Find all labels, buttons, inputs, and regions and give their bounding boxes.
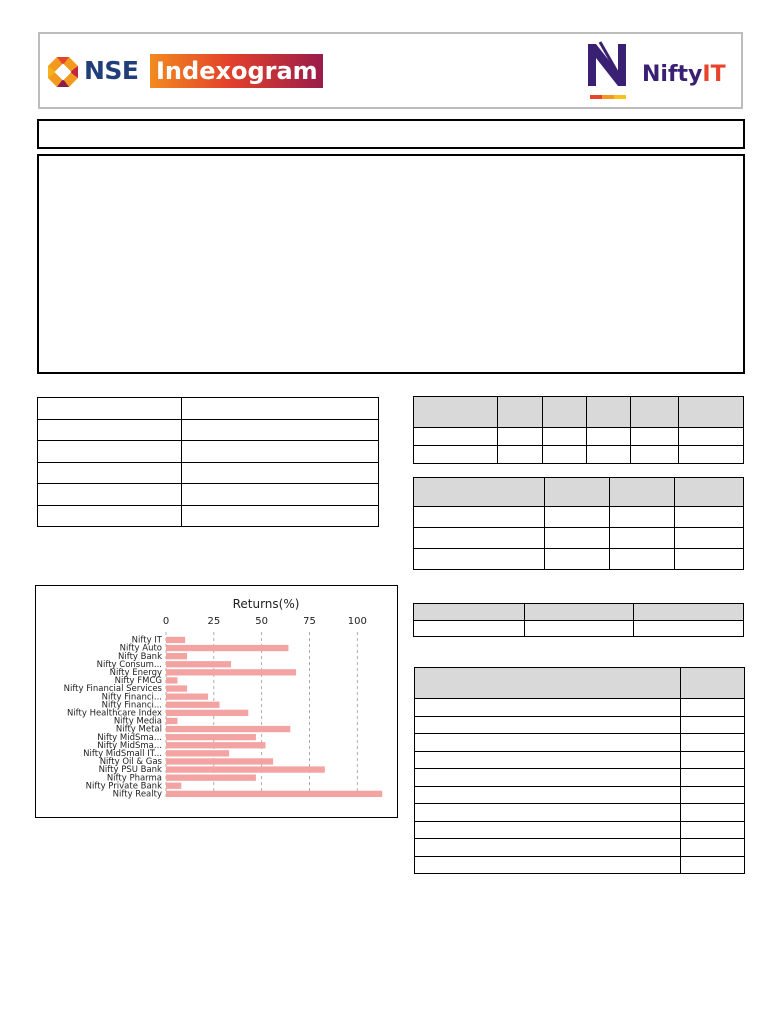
- category-label: Nifty IT: [131, 635, 162, 646]
- nse-logo-icon: [48, 57, 78, 87]
- category-label: Nifty Consum...: [96, 659, 162, 670]
- table-row: [38, 462, 379, 484]
- table-header-row: [414, 478, 744, 507]
- table-row: [38, 441, 379, 463]
- category-label: Nifty Pharma: [106, 773, 162, 784]
- table-row: [415, 786, 745, 804]
- table-row: [38, 484, 379, 506]
- table-row: [415, 699, 745, 717]
- bar: [166, 661, 231, 667]
- table-row: [414, 507, 744, 528]
- indexogram-wordmark: Indexogram: [150, 54, 323, 88]
- bar: [166, 685, 187, 691]
- index-title-bar: [37, 119, 745, 149]
- nse-wordmark: NSE: [84, 56, 139, 85]
- bar: [166, 669, 296, 675]
- category-label: Nifty Financi...: [101, 692, 162, 703]
- bar: [166, 718, 177, 724]
- bar: [166, 791, 382, 797]
- table-row: [414, 621, 744, 637]
- table-row: [415, 769, 745, 787]
- bar: [166, 742, 265, 748]
- table-row: [38, 419, 379, 441]
- category-label: Nifty Realty: [112, 789, 162, 800]
- bar: [166, 710, 248, 716]
- table-row: [415, 734, 745, 752]
- returns-table: [413, 396, 744, 464]
- nifty-it-wordmark: [642, 62, 726, 87]
- bar: [166, 775, 256, 781]
- table-row: [415, 751, 745, 769]
- bar: [166, 637, 185, 643]
- nifty-it-logo: [584, 40, 739, 102]
- category-label: Nifty Media: [113, 716, 162, 727]
- table-row: [414, 528, 744, 549]
- category-label: Nifty Financial Services: [63, 684, 162, 695]
- table-row: [414, 549, 744, 570]
- statistics-table: [413, 477, 744, 570]
- bar: [166, 645, 288, 651]
- x-tick-label: 0: [162, 616, 170, 627]
- bar: [166, 750, 229, 756]
- table-row: [414, 428, 744, 446]
- category-label: Nifty Auto: [119, 643, 162, 654]
- nifty-wordmark-suffix: IT: [702, 62, 726, 87]
- table-row: [415, 821, 745, 839]
- bar: [166, 766, 325, 772]
- fundamentals-table: [413, 603, 744, 637]
- chart-title: Returns(%): [232, 597, 300, 611]
- category-label: Nifty FMCG: [114, 676, 162, 687]
- x-tick-label: 25: [207, 616, 221, 627]
- index-info-table: [37, 397, 379, 527]
- nifty-wordmark-prefix: Nifty: [642, 62, 703, 87]
- category-label: Nifty MidSmall IT...: [83, 749, 162, 759]
- category-label: Nifty Bank: [118, 651, 162, 662]
- table-row: [38, 505, 379, 527]
- bar: [166, 702, 220, 708]
- bar: [166, 726, 290, 732]
- nifty-n-icon: [584, 40, 634, 102]
- table-row: [414, 446, 744, 464]
- index-description-box: [37, 154, 745, 374]
- category-label: Nifty PSU Bank: [98, 765, 162, 776]
- category-label: Nifty MidSma...: [97, 740, 162, 751]
- category-label: Nifty Financi...: [101, 700, 162, 711]
- category-label: Nifty Energy: [109, 668, 162, 678]
- table-row: [415, 716, 745, 734]
- bar: [166, 734, 256, 740]
- table-header-row: [414, 397, 744, 428]
- x-tick-label: 100: [347, 616, 367, 627]
- category-label: Nifty Private Bank: [85, 781, 162, 792]
- x-tick-label: 50: [255, 616, 269, 627]
- bar: [166, 783, 181, 789]
- table-header-row: [414, 604, 744, 621]
- table-header-row: [415, 668, 745, 699]
- table-row: [415, 856, 745, 874]
- category-label: Nifty Metal: [115, 724, 162, 735]
- constituents-table: [414, 667, 745, 874]
- table-row: [38, 398, 379, 420]
- category-label: Nifty MidSma...: [97, 732, 162, 743]
- category-label: Nifty Healthcare Index: [66, 708, 162, 719]
- returns-chart: [35, 585, 398, 818]
- bar: [166, 694, 208, 700]
- bar: [166, 677, 177, 683]
- nse-indexogram-logo: [48, 54, 328, 90]
- category-label: Nifty Oil & Gas: [99, 757, 162, 768]
- bar: [166, 758, 273, 764]
- table-row: [415, 804, 745, 822]
- bar: [166, 653, 187, 659]
- table-row: [415, 839, 745, 857]
- x-tick-label: 75: [303, 616, 316, 627]
- returns-bar-chart: [36, 586, 396, 816]
